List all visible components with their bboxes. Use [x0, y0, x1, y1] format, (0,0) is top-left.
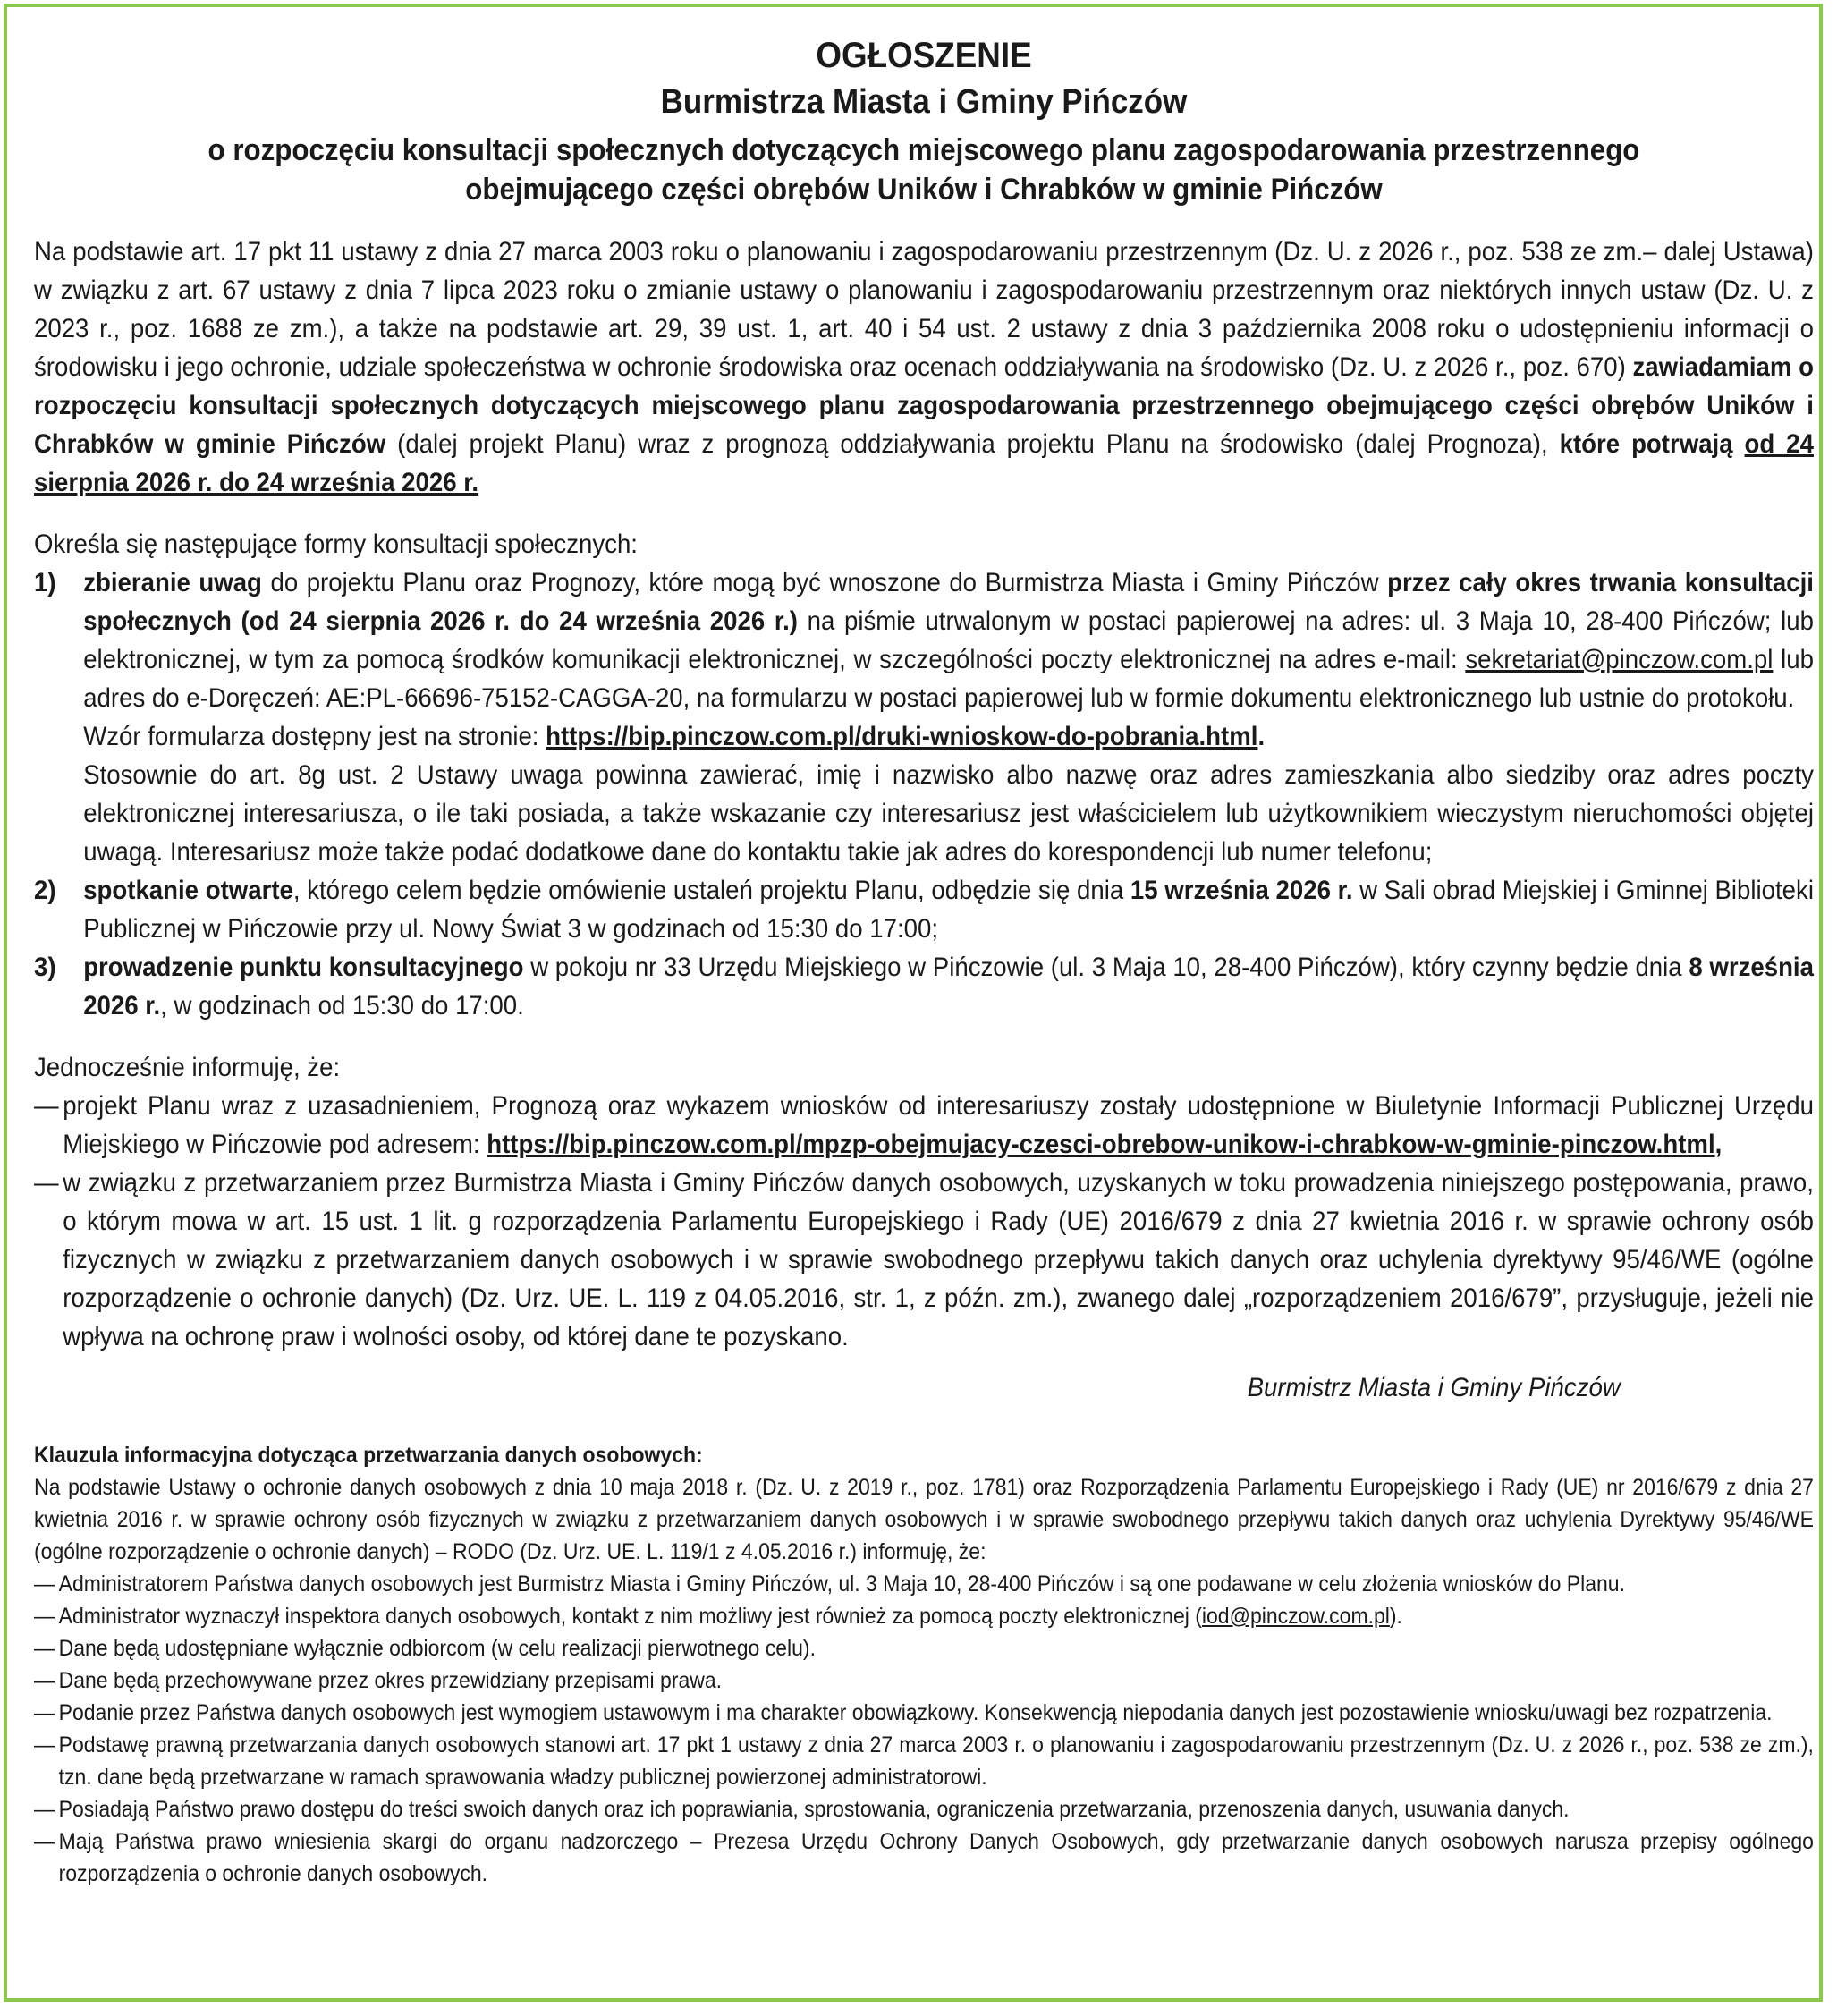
clause-item-1 — [34, 1568, 1814, 1600]
clause-item-1-dash: — — [34, 1571, 55, 1597]
clause-item-7-dash: — — [34, 1797, 55, 1822]
form-item-1-bold-b: przez cały okres trwania konsultacji społecznych (od 24 sierpnia 2026 r. do 24 września 2026 r.) — [83, 568, 1814, 636]
clause-item-5-text: Podanie przez Państwa danych osobowych jest wymogiem ustawowym i ma charakter obowiązkowy. Konsekwencją niepodania danych jest pozostawienie wniosku/uwagi bez rozpatrzenia. — [58, 1700, 1773, 1725]
form-item-2-bold-b: 15 września 2026 r. — [1130, 876, 1353, 905]
clause-intro: Na podstawie Ustawy o ochronie danych osobowych z dnia 10 maja 2018 r. (Dz. U. z 2019 r., poz. 1781) oraz Rozporządzenia Parlamentu Europejskiego i Rady (UE) nr 2016/679 z dnia 27 kwietnia 2016 r. w sprawie ochrony osób fizycznych w związku z przetwarzaniem danych osobowych i w sprawie swobodnego przepływu takich danych oraz uchylenia Dyrektywy 95/46/WE (ogólne rozporządzenie o ochronie danych) – RODO (Dz. Urz. UE. L. 119/1 z 4.05.2016 r.) informuję, że: — [34, 1475, 1814, 1564]
form-item-3-bold-a: prowadzenie punktu konsultacyjnego — [83, 953, 524, 982]
consultation-period: od 24 sierpnia 2026 r. do 24 września 2026 r. — [34, 429, 1814, 497]
intro-text-2: (dalej projekt Planu) wraz z prognozą oddziaływania projektu Planu na środowisko (dalej Prognoza), — [385, 429, 1560, 459]
forms-lead: Określa się następujące formy konsultacji społecznych: — [34, 529, 638, 559]
clause-item-3-dash: — — [34, 1636, 55, 1661]
form-item-2-number: 2) — [34, 876, 56, 905]
clause-item-4-dash: — — [34, 1668, 55, 1693]
intro-bold-2: które potrwają — [1559, 429, 1745, 459]
clause-title: Klauzula informacyjna dotycząca przetwarzania danych osobowych: — [34, 1443, 703, 1468]
clause-item-2-body — [59, 1600, 1814, 1632]
document-title: OGŁOSZENIE — [816, 36, 1032, 75]
clause-item-8-dash: — — [34, 1829, 55, 1854]
form-item-3-text-b: , w godzinach od 15:30 do 17:00. — [160, 991, 524, 1021]
info-item-2-body: w związku z przetwarzaniem przez Burmistrza Miasta i Gminy Pińczów danych osobowych, uzyskanych w toku prowadzenia niniejszego postępowania, prawo, o którym mowa w art. 15 ust. 1 lit. g rozporządzenia Parlamentu Europejskiego i Rady (UE) 2016/679 z dnia 27 kwietnia 2016 r. w sprawie ochrony osób fizycznych w związku z przetwarzaniem danych osobowych i w sprawie swobodnego przepływu takich danych oraz uchylenia dyrektywy 95/46/WE (ogólne rozporządzenie o ochronie danych) (Dz. Urz. UE. L. 119 z 04.05.2016, str. 1, z późn. zm.), zwanego dalej „rozporządzeniem 2016/679”, przysługuje, jeżeli nie wpływa na ochronę praw i wolności osoby, od której dane te pozyskano. — [63, 1168, 1814, 1351]
clause-item-2-end: ). — [1389, 1604, 1402, 1629]
form-template-text: Wzór formularza dostępny jest na stronie: — [83, 722, 546, 751]
form-item-1-bold-a: zbieranie uwag — [83, 568, 262, 597]
clause-item-2-text: Administrator wyznaczył inspektora danych osobowych, kontakt z nim możliwy jest również za pomocą poczty elektronicznej ( — [58, 1604, 1202, 1629]
topic-line-2: obejmującego części obrębów Uników i Chrabków w gminie Pińczów — [465, 173, 1383, 207]
clause-item-6 — [34, 1729, 1814, 1793]
form-item-1-text-b: na piśmie utrwalonym w postaci papierowej na adres: ul. 3 Maja 10, 28-400 Pińczów; lub elektronicznej, w tym za pomocą środków komunikacji elektronicznej, w szczególności poczty elektronicznej na adres e-mail: — [83, 606, 1814, 674]
form-item-1-number: 1) — [34, 568, 56, 597]
form-item-2-body — [83, 871, 1814, 948]
clause-item-8 — [34, 1825, 1814, 1890]
intro-text-1: Na podstawie art. 17 pkt 11 ustawy z dnia 27 marca 2003 roku o planowaniu i zagospodarowaniu przestrzennym (Dz. U. z 2026 r., poz. 538 ze zm.– dalej Ustawa) w związku z art. 67 ustawy z dnia 7 lipca 2023 roku o zmianie ustawy o planowaniu i zagospodarowaniu przestrzennym oraz niektórych innych ustaw (Dz. U. z 2023 r., poz. 1688 ze zm.), a także na podstawie art. 29, 39 ust. 1, art. 40 i 54 ust. 2 ustawy z dnia 3 października 2008 roku o udostępnieniu informacji o środowisku i jego ochronie, udziale społeczeństwa w ochronie środowiska oraz ocenach oddziaływania na środowisko (Dz. U. z 2026 r., poz. 670) — [34, 237, 1814, 382]
mayor-signature: Burmistrz Miasta i Gminy Pińczów — [1247, 1373, 1621, 1402]
clause-item-6-text: Podstawę prawną przetwarzania danych osobowych stanowi art. 17 pkt 1 ustawy z dnia 27 marca 2003 r. o planowaniu i zagospodarowaniu przestrzennym (Dz. U. z 2026 r., poz. 538 ze zm.), tzn. dane będą przetwarzane w ramach sprawowania władzy publicznej powierzonej administratorowi. — [58, 1732, 1814, 1790]
iod-email-link[interactable]: iod@pinczow.com.pl — [1201, 1604, 1390, 1629]
clause-item-3-text: Dane będą udostępniane wyłącznie odbiorcom (w celu realizacji pierwotnego celu). — [58, 1636, 816, 1661]
info-item-1 — [34, 1087, 1814, 1164]
announcement-document — [34, 32, 1814, 1890]
clause-item-2-dash: — — [34, 1604, 55, 1629]
secretariat-email-link[interactable]: sekretariat@pinczow.com.pl — [1465, 645, 1774, 674]
form-item-1-text-a: do projektu Planu oraz Prognozy, które mogą być wnoszone do Burmistrza Miasta i Gminy Pińczów — [261, 568, 1388, 597]
form-template-line — [83, 717, 1814, 756]
document-topic — [34, 131, 1814, 209]
clause-item-5-dash: — — [34, 1700, 55, 1725]
form-item-2-bold-a: spotkanie otwarte — [83, 876, 293, 905]
topic-line-1: o rozpoczęciu konsultacji społecznych dotyczących miejscowego planu zagospodarowania przestrzennego — [207, 133, 1640, 167]
form-item-1 — [34, 563, 1814, 871]
info-item-1-text: projekt Planu wraz z uzasadnieniem, Prognozą oraz wykazem wniosków od interesariuszy zostały udostępnione w Biuletynie Informacji Publicznej Urzędu Miejskiego w Pińczowie pod adresem: — [63, 1091, 1814, 1159]
form-item-1-text-c: lub adres do e-Doręczeń: AE:PL-66696-75152-CAGGA-20, na formularzu w postaci papierowej lub w formie dokumentu elektronicznego lub ustnie do protokołu. — [83, 645, 1814, 713]
art8g-text: Stosownie do art. 8g ust. 2 Ustawy uwaga powinna zawierać, imię i nazwisko albo nazwę oraz adres zamieszkania albo siedziby oraz adres poczty elektronicznej interesariusza, o ile taki posiada, a także wskazanie czy interesariusz jest właścicielem lub użytkownikiem wieczystym nieruchomości objętej uwagą. Interesariusz może także podać dodatkowe dane do kontaktu takie jak adres do korespondencji lub numer telefonu; — [83, 760, 1814, 867]
info-lead: Jednocześnie informuję, że: — [34, 1053, 341, 1082]
clause-item-4-text: Dane będą przechowywane przez okres przewidziany przepisami prawa. — [58, 1668, 723, 1693]
clause-item-2 — [34, 1600, 1814, 1632]
form-item-3-text-a: w pokoju nr 33 Urzędu Miejskiego w Pińczowie (ul. 3 Maja 10, 28-400 Pińczów), który czynny będzie dnia — [523, 953, 1689, 982]
form-item-3-body — [83, 948, 1814, 1025]
info-item-2-dash: — — [34, 1168, 59, 1198]
clause-item-5 — [34, 1697, 1814, 1729]
clause-item-7-text: Posiadają Państwo prawo dostępu do treści swoich danych oraz ich poprawiania, sprostowania, ograniczenia przetwarzania, przenoszenia danych, usuwania danych. — [58, 1797, 1570, 1822]
form-item-1-body — [83, 563, 1814, 871]
document-frame — [4, 4, 1823, 2002]
clause-item-3 — [34, 1632, 1814, 1664]
intro-bold-1: zawiadamiam o rozpoczęciu konsultacji społecznych dotyczących miejscowego planu zagospodarowania przestrzennego obejmującego części obrębów Uników i Chrabków w gminie Pińczów — [34, 352, 1814, 459]
clause-item-7 — [34, 1793, 1814, 1825]
form-template-link[interactable]: https://bip.pinczow.com.pl/druki-wnioskow-do-pobrania.html — [546, 722, 1258, 751]
form-item-3-bold-b: 8 września 2026 r. — [83, 953, 1814, 1021]
clause-item-8-text: Mają Państwa prawo wniesienia skargi do organu nadzorczego – Prezesa Urzędu Ochrony Danych Osobowych, gdy przetwarzanie danych osobowych narusza przepisy ogólnego rozporządzenia o ochronie danych osobowych. — [58, 1829, 1814, 1886]
bip-plan-link[interactable]: https://bip.pinczow.com.pl/mpzp-obejmujacy-czesci-obrebow-unikow-i-chrabkow-w-gminie-pinczow.html — [487, 1130, 1715, 1159]
info-item-2 — [34, 1164, 1814, 1356]
form-item-3-number: 3) — [34, 953, 56, 982]
form-template-end: . — [1257, 722, 1266, 751]
form-item-3 — [34, 948, 1814, 1025]
form-item-2 — [34, 871, 1814, 948]
clause-item-4 — [34, 1664, 1814, 1697]
document-subtitle: Burmistrza Miasta i Gminy Pińczów — [660, 83, 1188, 121]
intro-paragraph — [34, 233, 1814, 502]
form-item-2-text-a: , którego celem będzie omówienie ustaleń projektu Planu, odbędzie się dnia — [292, 876, 1130, 905]
clause-item-1-text: Administratorem Państwa danych osobowych jest Burmistrz Miasta i Gminy Pińczów, ul. 3 Maja 10, 28-400 Pińczów i są one podawane w celu złożenia wniosków do Planu. — [58, 1571, 1625, 1597]
info-item-1-body — [63, 1087, 1814, 1164]
form-item-1-text — [83, 563, 1814, 717]
clause-item-6-dash: — — [34, 1732, 55, 1758]
info-item-1-end: , — [1714, 1130, 1723, 1159]
form-item-2-text-b: w Sali obrad Miejskiej i Gminnej Biblioteki Publicznej w Pińczowie przy ul. Nowy Świat 3 w godzinach od 15:30 do 17:00; — [83, 876, 1814, 944]
info-item-1-dash: — — [34, 1091, 59, 1121]
